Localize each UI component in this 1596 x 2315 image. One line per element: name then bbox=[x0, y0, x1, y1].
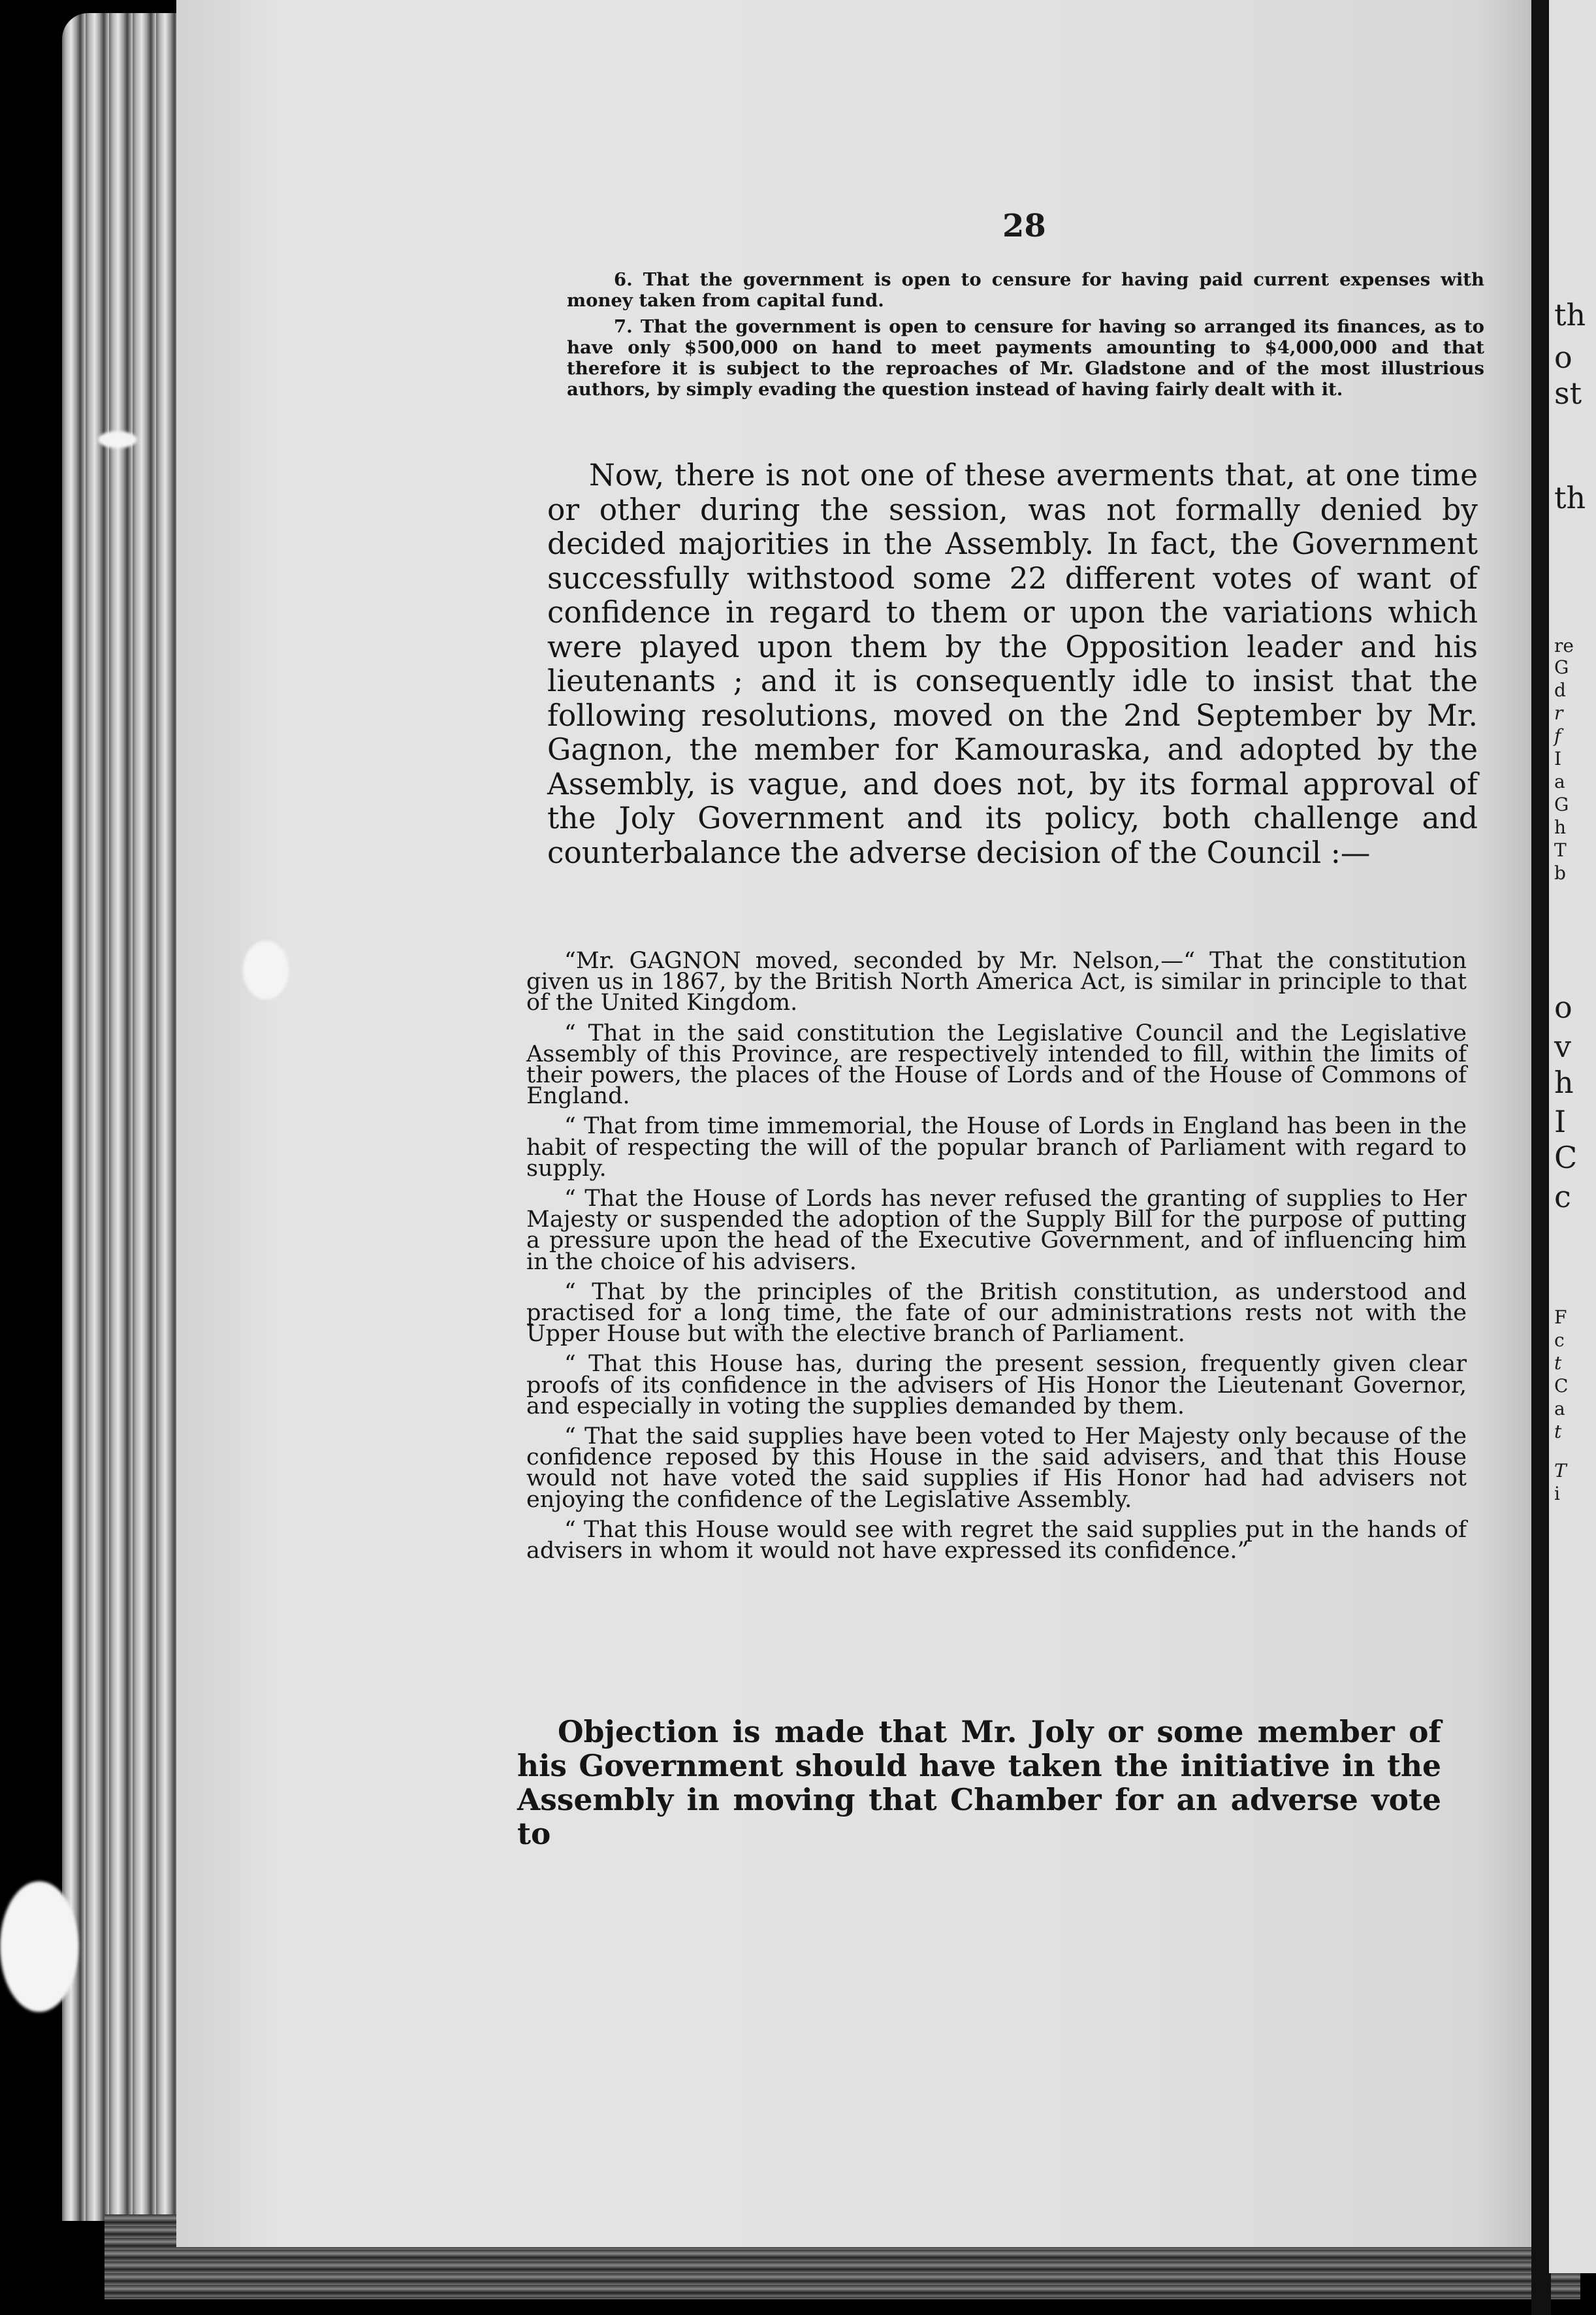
facing-fragment: c bbox=[1554, 1179, 1571, 1214]
resolution-6: “ That this House has, during the present session, frequently given clear proofs of its confidence in the advisers of His Honor the Lieutenant Governor, and especially in voting the supplies demanded by them. bbox=[526, 1351, 1467, 1419]
resolution-3: “ That from time immemorial, the House of Lords in England has been in the habit of respecting the will of the popular branch of Parliament with regard to supply. bbox=[526, 1113, 1467, 1182]
facing-fragment: r bbox=[1554, 702, 1563, 724]
facing-fragment: C bbox=[1554, 1375, 1569, 1397]
paragraph-text: Now, there is not one of these averments that, at one time or other during the session, was not formally denied by decided majorities in the Assembly. In fact, the Government successfully withstood some 22 different votes of want of confidence in regard to them or upon the variations which were played upon them by the Opposition leader and his lieutenants ; and it is consequently idle to insist that the following resolutions, moved on the 2nd September by Mr. Gagnon, the member for Kamouraska, and adopted by the Assembly, is vague, and does not, by its formal approval of the Joly Government and its policy, both challenge and counterbalance the adverse decision of the Council :— bbox=[547, 458, 1478, 870]
facing-fragment: o bbox=[1554, 990, 1572, 1025]
facing-fragment: i bbox=[1554, 1483, 1560, 1504]
resolution-5: “ That by the principles of the British constitution, as understood and practised for a long time, the fate of our administrations rests not with the Upper House but with the elective branch of Parliament. bbox=[526, 1278, 1467, 1348]
facing-fragment: G bbox=[1554, 656, 1569, 678]
averment-6: 6. That the government is open to censure for having paid current expenses with money taken from capital fund. bbox=[567, 269, 1484, 311]
resolution-7: “ That the said supplies have been voted to Her Majesty only because of the confidence reposed by this House in the said advisers, and that this House would not have voted the said supplies if His Honor had had advisers not enjoying the confidence of the Legislative Assembly. bbox=[526, 1423, 1467, 1513]
facing-fragment: b bbox=[1554, 862, 1566, 884]
facing-fragment: I bbox=[1554, 748, 1562, 769]
facing-fragment: st bbox=[1554, 376, 1582, 411]
facing-fragment: h bbox=[1554, 817, 1567, 838]
facing-fragment: a bbox=[1554, 1398, 1565, 1419]
facing-fragment: t bbox=[1554, 1421, 1562, 1442]
resolution-2: “ That in the said constitution the Legislative Council and the Legislative Assembly of this Province, are respectively intended to fill, within the limits of their powers, the places of the House of Lords and of the House of Commons of England. bbox=[526, 1020, 1467, 1110]
paragraph-text: Objection is made that Mr. Joly or some member of his Government should have taken the initiative in the Assembly in moving that Chamber for an adverse vote to bbox=[517, 1714, 1441, 1851]
facing-fragment: T bbox=[1554, 1460, 1567, 1481]
book-gutter bbox=[1531, 0, 1551, 2315]
averment-7: 7. That the government is open to censure for having so arranged its finances, as to have only $500,000 on hand to meet payments amounting to $4,000,000 and that therefore it is subject to the reproaches of Mr. Gladstone and of the most illustrious authors, by simply evading the question instead of having fairly dealt with it. bbox=[567, 316, 1484, 400]
facing-fragment: v bbox=[1554, 1029, 1571, 1064]
facing-page-edge bbox=[1549, 0, 1596, 2273]
page-number: 28 bbox=[1002, 208, 1046, 244]
numbered-averments bbox=[567, 269, 1484, 405]
facing-fragment: F bbox=[1554, 1306, 1567, 1328]
body-paragraph-1 bbox=[547, 459, 1478, 870]
facing-fragment: a bbox=[1554, 771, 1565, 792]
facing-fragment: d bbox=[1554, 679, 1566, 701]
facing-fragment: h bbox=[1554, 1065, 1574, 1100]
body-paragraph-2 bbox=[517, 1715, 1441, 1851]
paper-stain-mid bbox=[243, 941, 289, 999]
facing-fragment: c bbox=[1554, 1329, 1565, 1351]
facing-fragment: C bbox=[1554, 1140, 1578, 1175]
facing-fragment: T bbox=[1554, 839, 1567, 861]
facing-fragment: t bbox=[1554, 1352, 1562, 1374]
quoted-resolutions bbox=[526, 950, 1467, 1570]
facing-fragment: th bbox=[1554, 480, 1586, 515]
paper-stain-left bbox=[0, 1881, 78, 2012]
paper-stain-top bbox=[98, 431, 137, 448]
facing-fragment: G bbox=[1554, 794, 1569, 815]
facing-fragment: I bbox=[1554, 1104, 1567, 1139]
resolution-1: “Mr. GAGNON moved, seconded by Mr. Nelson,—“ That the constitution given us in 1867, by the British North America Act, is similar in principle to that of the United Kingdom. bbox=[526, 948, 1467, 1016]
facing-fragment: f bbox=[1554, 725, 1561, 747]
facing-fragment: re bbox=[1554, 635, 1574, 656]
resolution-8: “ That this House would see with regret the said supplies put in the hands of advisers in whom it would not have expressed its confidence.” bbox=[526, 1516, 1467, 1564]
facing-fragment: o bbox=[1554, 340, 1572, 375]
facing-fragment: th bbox=[1554, 297, 1586, 332]
resolution-4: “ That the House of Lords has never refused the granting of supplies to Her Majesty or suspended the adoption of the Supply Bill for the purpose of putting a pressure upon the head of the Executive Government, and of influencing him in the choice of his advisers. bbox=[526, 1186, 1467, 1275]
